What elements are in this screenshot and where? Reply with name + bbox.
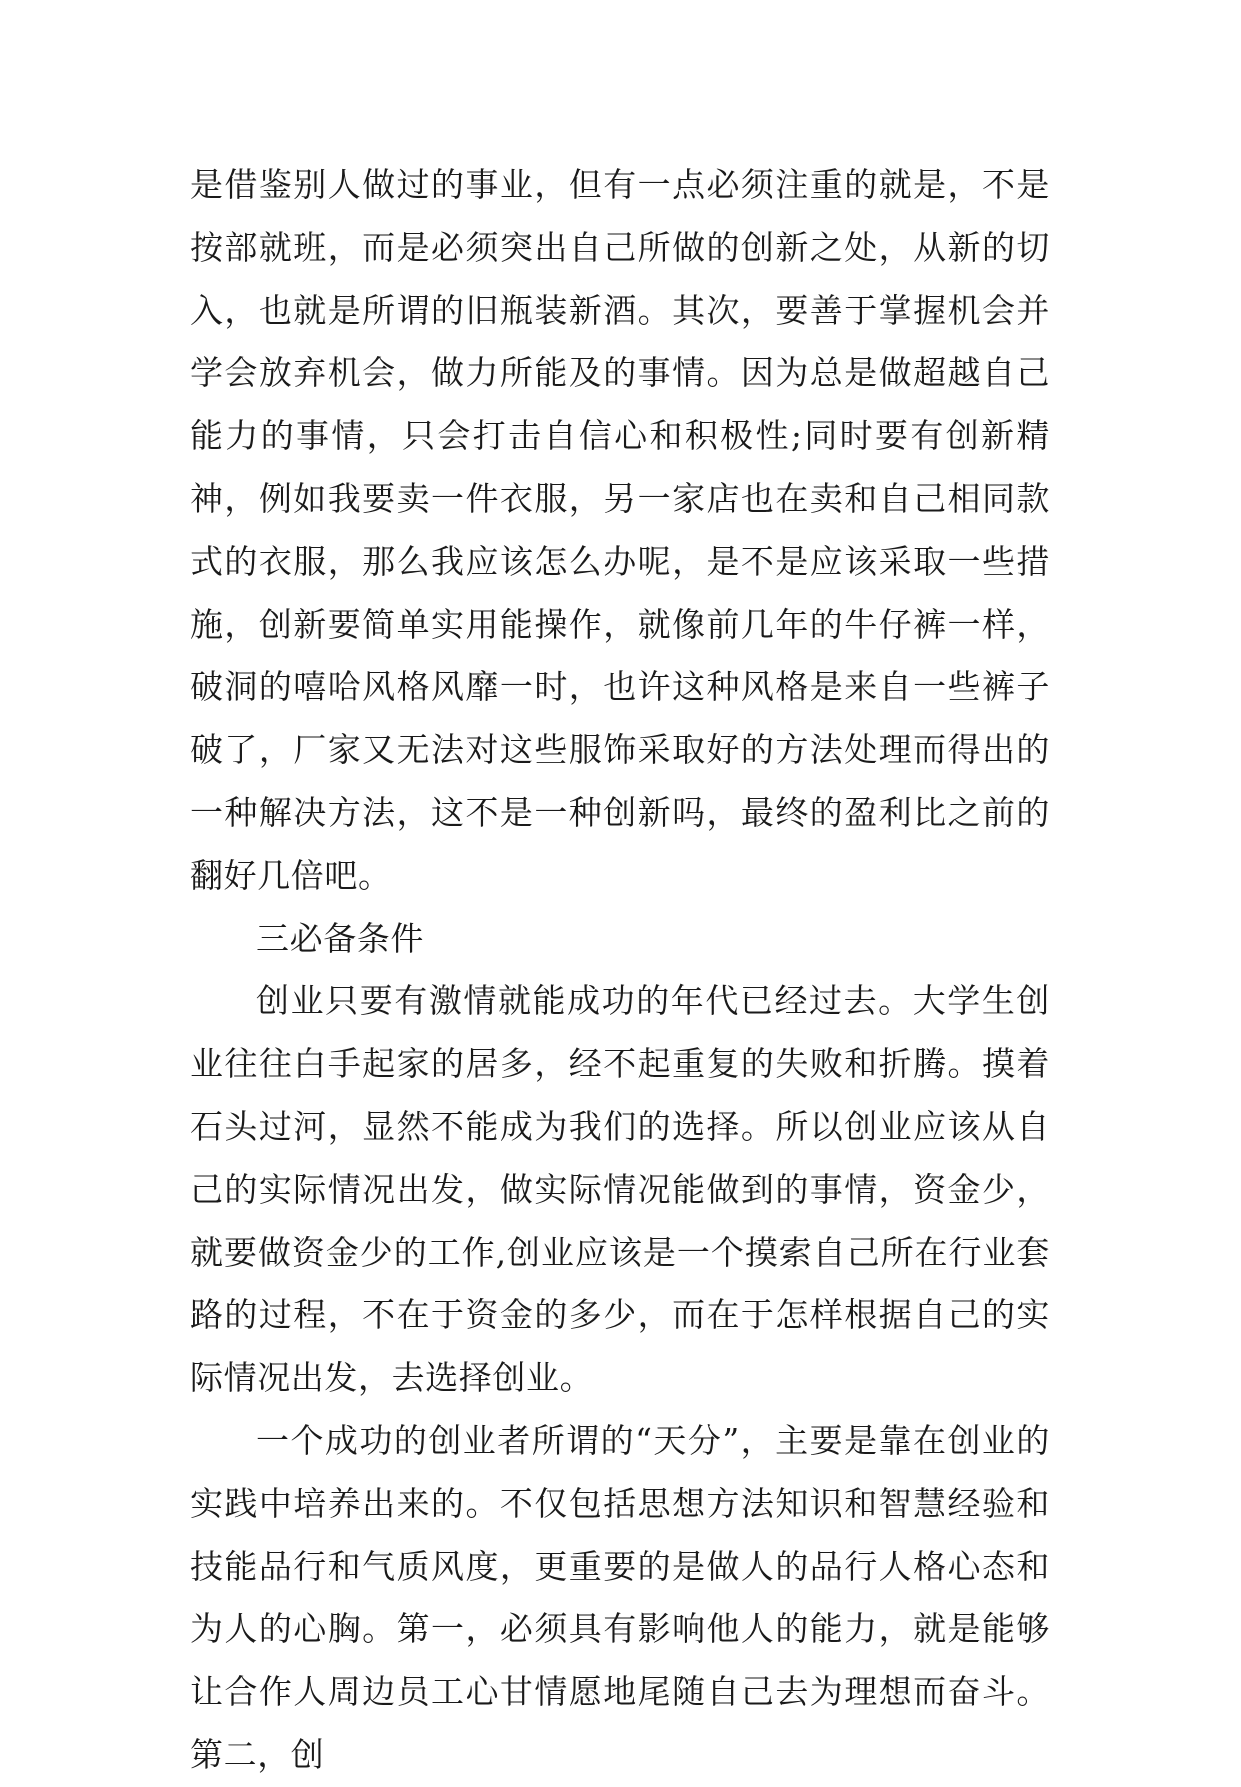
body-paragraph-3: 一个成功的创业者所谓的“天分”，主要是靠在创业的实践中培养出来的。不仅包括思想方法知识和智慧经验和技能品行和气质风度，更重要的是做人的品行人格心态和为人的心胸。第一，必须具有影响他人的能力，就是能够让合作人周边员工心甘情愿地尾随自己去为理想而奋斗。第二，创	[190, 1420, 1050, 1774]
body-paragraph-1: 是借鉴别人做过的事业，但有一点必须注重的就是，不是按部就班，而是必须突出自己所做的创新之处，从新的切入，也就是所谓的旧瓶装新酒。其次，要善于掌握机会并学会放弃机会，做力所能及的事情。因为总是做超越自己能力的事情，只会打击自信心和积极性;同时要有创新精神，例如我要卖一件衣服，另一家店也在卖和自己相同款式的衣服，那么我应该怎么办呢，是不是应该采取一些措施，创新要简单实用能操作，就像前几年的牛仔裤一样，破洞的嘻哈风格风靡一时，也许这种风格是来自一些裤子破了，厂家又无法对这些服饰采取好的方法处理而得出的一种解决方法，这不是一种创新吗，最终的盈利比之前的翻好几倍吧。	[190, 165, 1050, 895]
document-body	[190, 154, 1050, 1787]
body-paragraph-2: 创业只要有激情就能成功的年代已经过去。大学生创业往往白手起家的居多，经不起重复的失败和折腾。摸着石头过河，显然不能成为我们的选择。所以创业应该从自己的实际情况出发，做实际情况能做到的事情，资金少，就要做资金少的工作,创业应该是一个摸索自己所在行业套路的过程，不在于资金的多少，而在于怎样根据自己的实际情况出发，去选择创业。	[190, 981, 1050, 1398]
section-heading: 三必备条件	[256, 918, 424, 958]
